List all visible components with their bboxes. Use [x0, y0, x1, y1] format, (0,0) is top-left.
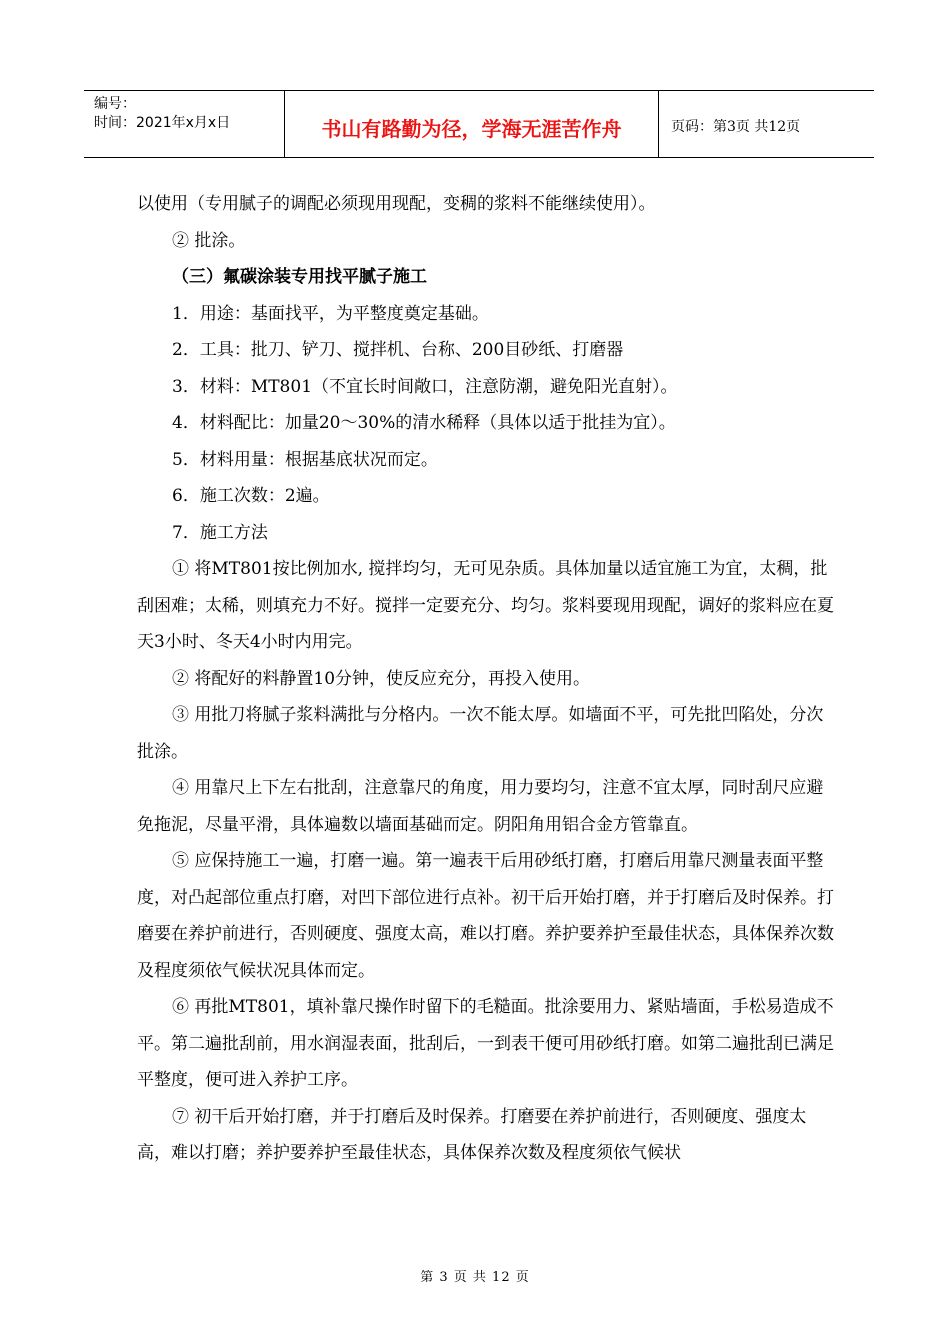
document-number-label: 编号：: [94, 96, 136, 112]
header-meta-cell: [84, 91, 285, 157]
page-footer: 第 3 页 共 12 页: [420, 1270, 530, 1285]
document-time-label: 时间：2021年x月x日: [94, 115, 231, 131]
paragraph-coats: 6．施工次数：2遍。: [172, 486, 330, 506]
header-page-code: 页码：第3页 共12页: [671, 119, 801, 135]
paragraph-method-step-4: ④ 用靠尺上下左右批刮，注意靠尺的角度，用力要均匀，注意不宜太厚，同时刮尺应避免拖泥，尽量平滑，具体遍数以墙面基础而定。阴阳角用铝合金方管靠直。: [137, 778, 824, 835]
header-motto: 书山有路勤为径，学海无涯苦作舟: [321, 116, 622, 141]
header-page-cell: [659, 91, 874, 157]
header-motto-cell: [285, 91, 659, 157]
paragraph-method-title: 7．施工方法: [172, 522, 268, 543]
paragraph-method-step-2: ② 将配好的料静置10分钟，使反应充分，再投入使用。: [172, 668, 591, 689]
paragraph-method-step-6: ⑥ 再批MT801，填补靠尺操作时留下的毛糙面。批涂要用力、紧贴墙面，手松易造成不平。第二遍批刮前，用水润湿表面，批刮后，一到表干便可用砂纸打磨。如第二遍批刮已满足平整度，便可进入养护工序。: [137, 997, 834, 1090]
section-heading: （三）氟碳涂装专用找平腻子施工: [172, 267, 427, 287]
paragraph-method-step-3: ③ 用批刀将腻子浆料满批与分格内。一次不能太厚。如墙面不平，可先批凹陷处，分次批涂。: [137, 705, 824, 762]
paragraph-step-batch-coating: ② 批涂。: [172, 230, 246, 251]
paragraph-materials: 3．材料：MT801（不宜长时间敞口，注意防潮，避免阳光直射）。: [172, 376, 678, 397]
paragraph-purpose: 1．用途：基面找平，为平整度奠定基础。: [172, 303, 489, 324]
paragraph-continuation: 以使用（专用腻子的调配必须现用现配，变稠的浆料不能继续使用）。: [137, 194, 656, 214]
document-body: [137, 186, 837, 1172]
paragraph-method-step-7: ⑦ 初干后开始打磨，并于打磨后及时保养。打磨要在养护前进行，否则硬度、强度太高，难以打磨；养护要养护至最佳状态，具体保养次数及程度须依气候状: [137, 1106, 807, 1163]
paragraph-tools: 2．工具：批刀、铲刀、搅拌机、台称、200目砂纸、打磨器: [172, 340, 624, 360]
paragraph-method-step-1: ① 将MT801按比例加水, 搅拌均匀，无可见杂质。具体加量以适宜施工为宜，太稠，批刮困难；太稀，则填充力不好。搅拌一定要充分、均匀。浆料要现用现配，调好的浆料应在夏天3小时、冬天4小时内用完。: [137, 559, 834, 652]
page-header: [84, 90, 874, 158]
paragraph-material-usage: 5．材料用量：根据基底状况而定。: [172, 449, 438, 470]
paragraph-method-step-5: ⑤ 应保持施工一遍，打磨一遍。第一遍表干后用砂纸打磨，打磨后用靠尺测量表面平整度，对凸起部位重点打磨，对凹下部位进行点补。初干后开始打磨，并于打磨后及时保养。打磨要在养护前进行，否则硬度、强度太高，难以打磨。养护要养护至最佳状态，具体保养次数及程度须依气候状况具体而定。: [137, 851, 834, 981]
paragraph-mix-ratio: 4．材料配比：加量20～30%的清水稀释（具体以适于批挂为宜）。: [172, 413, 676, 433]
